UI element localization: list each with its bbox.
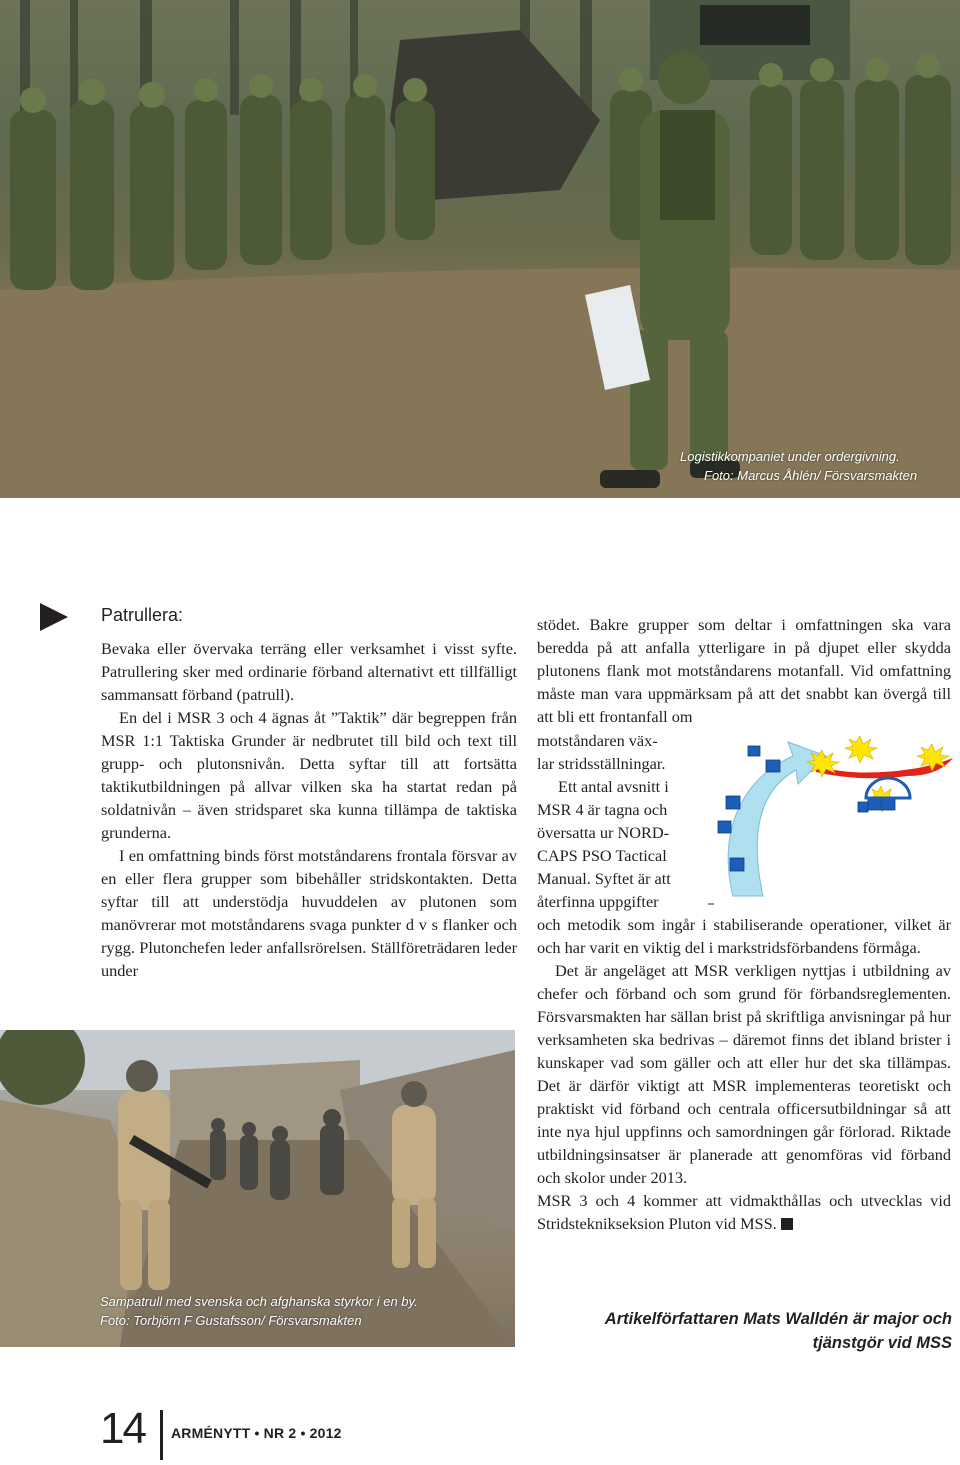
explosion-icon [807,750,839,777]
footer-divider [160,1410,163,1460]
right-paragraph-3-text: MSR 3 och 4 kommer att vidmakthållas och utvecklas vid Stridsteknikseksion Pluton vid MSS. [537,1191,951,1233]
wrap-line: motståndaren väx- [537,731,658,750]
right-paragraph-2: Det är angeläget att MSR verkligen nyttjas i utbildning av chefer och förband och som grund för förbandsreglementen. Försvarsmakten har sällan brist på skriftliga anvisningar på hur verksamheten ska bedrivas – däremot finns det ibland brister i kunskaper vad som gäller och att eller hur det ska tillämpas. Det är därför viktigt att MSR implementeras teoretiskt och praktiskt vid förband och centrala officersutbildningar så att inte nya hjul uppfinns och samordningen går förlorad. Riktade utbildningsinsatser är planerade att genomföras vid förband och skolor under 2013. [537,961,951,1187]
top-photo [0,0,960,498]
bottom-caption-line2: Foto: Torbjörn F Gustafsson/ Försvarsmakten [100,1313,362,1328]
right-paragraph-1: stödet. Bakre grupper som deltar i omfattningen ska vara beredda på att anfalla ytterligare in på djupet eller skydda plutonens flank mot motståndarens motanfall. Vid omfattning måste man vara uppmärksam på att det snabbt kan övergå till att bli ett frontanfall om [537,615,951,726]
author-note [540,1307,952,1355]
left-paragraph-1: Bevaka eller övervaka terräng eller verksamhet i visst syfte. Patrullering sker med ordinarie förband alternativt ett tillfälligt sammansatt förband (patrull). [101,639,517,704]
right-column-top [537,613,951,728]
section-heading: Patrullera: [101,605,184,625]
flanking-attack-diagram [708,736,954,906]
bottom-caption-line1: Sampatrull med svenska och afghanska styrkor i en by. [100,1294,418,1309]
bottom-photo [0,1030,515,1347]
right-column-bottom [537,913,951,1235]
right-paragraph-1-cont: och metodik som ingår i stabiliserande operationer, vilket är och har varit en viktig del i markstridsförbandens förmåga. [537,915,951,957]
right-paragraph-3 [537,1189,951,1235]
wrap-line: lar stridsställningar. [537,754,666,773]
soldiers-in-forest-photo [0,0,960,498]
top-caption-line1: Logistikkompaniet under ordergivning. [680,449,900,464]
wrap-line: Ett antal avsnitt i [558,777,669,796]
left-column [101,604,517,982]
section-arrow-icon [40,603,68,631]
top-caption-line2: Foto: Marcus Åhlén/ Försvarsmakten [704,468,918,483]
top-photo-caption [680,447,940,485]
wrap-line: MSR 4 är tagna och [537,800,668,819]
left-paragraph-3: I en omfattning binds först motståndarens frontala försvar av en eller flera grupper som bibehåller stridskontakten. Detta syftar till att understödja huvuddelen av plutonen som manövrerar mot motståndarens svaga punkter d v s flanker och rygg. Plutonchefen leder anfallsrörelsen. Ställföreträdaren leder under [101,846,517,980]
publication-name: ARMÉNYTT • NR 2 • 2012 [171,1425,342,1441]
bottom-photo-caption [100,1292,510,1330]
wrap-line: återfinna uppgifter [537,892,659,911]
wrap-line: CAPS PSO Tactical [537,846,667,865]
wrap-line: Manual. Syftet är att [537,869,671,888]
explosion-icon [845,736,877,763]
end-mark-icon [781,1218,793,1230]
author-line1: Artikelförfattaren Mats Walldén är major och [604,1310,952,1328]
wrap-line: översatta ur NORD- [537,823,670,842]
right-wrap-text [537,729,702,913]
explosion-icon [917,744,949,771]
author-line2: tjänstgör vid MSS [812,1334,952,1352]
page-number: 14 [100,1404,145,1453]
left-paragraph-2: En del i MSR 3 och 4 ägnas åt ”Taktik” där begreppen från MSR 1:1 Taktiska Grunder är nedbrutet till bild och text till grupp- och plutonsnivån. Detta syftar till att fortsätta taktikutbildningen på allvar vilken ska ha startat redan på soldatnivån – även stridsparet ska kunna tillämpa de taktiska grunderna. [101,708,517,842]
